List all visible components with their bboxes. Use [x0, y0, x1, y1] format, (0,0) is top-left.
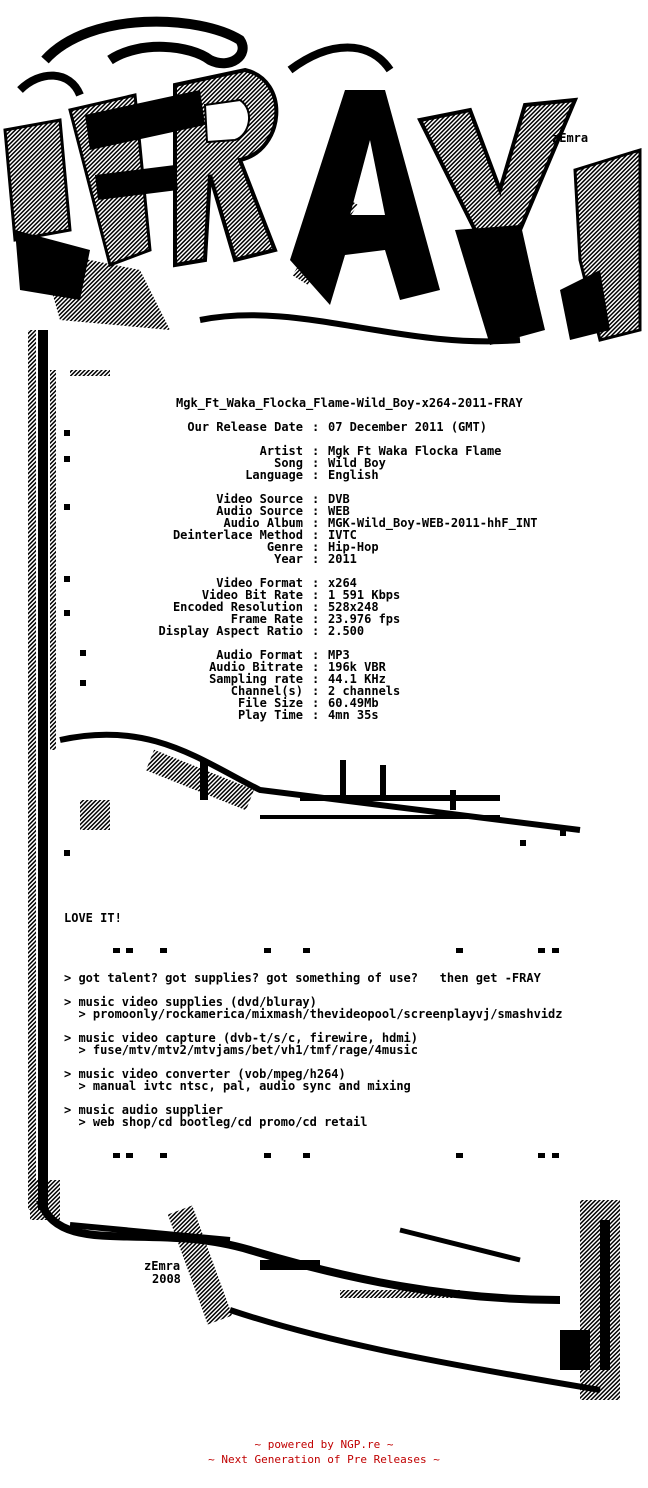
separator: :: [312, 648, 320, 662]
info-value: 528x248: [328, 600, 379, 614]
info-label: File Size: [237, 696, 303, 710]
separator: :: [312, 600, 320, 614]
advert-line: > music audio supplier: [64, 1103, 223, 1117]
info-label: Audio Format: [216, 648, 303, 662]
separator: :: [312, 444, 320, 458]
info-value: 4mn 35s: [328, 708, 379, 722]
info-label: Video Format: [216, 576, 303, 590]
info-value: 2.500: [328, 624, 365, 638]
info-label: Artist: [259, 444, 303, 458]
info-label: Audio Source: [216, 504, 303, 518]
info-label: Audio Bitrate: [209, 660, 303, 674]
info-label: Video Source: [216, 492, 303, 506]
footer-powered-by: ~ powered by NGP.re ~: [254, 1438, 394, 1451]
info-label: Genre: [266, 540, 303, 554]
info-label: Deinterlace Method: [172, 528, 303, 542]
info-label: Audio Album: [223, 516, 303, 530]
fray-logo-art: [5, 22, 640, 345]
separator: :: [312, 612, 320, 626]
logo-credit: zEmra: [552, 131, 589, 145]
separator: :: [312, 516, 320, 530]
info-label: Year: [274, 552, 303, 566]
separator: :: [312, 492, 320, 506]
info-value: WEB: [328, 504, 350, 518]
info-label: Channel(s): [230, 684, 303, 698]
separator: :: [312, 708, 320, 722]
bottom-swirl-art: [30, 1180, 620, 1400]
signature-year: 2008: [152, 1272, 181, 1286]
info-label: Song: [274, 456, 303, 470]
advert-subline: > manual ivtc ntsc, pal, audio sync and mixing: [64, 1079, 411, 1093]
info-label: Play Time: [237, 708, 303, 722]
separator: :: [312, 420, 320, 434]
info-value: 2 channels: [328, 684, 401, 698]
separator: :: [312, 696, 320, 710]
info-label: Language: [245, 468, 303, 482]
info-label: Encoded Resolution: [172, 600, 303, 614]
info-value: IVTC: [328, 528, 357, 542]
dot-row-top: [113, 948, 559, 953]
info-value: 196k VBR: [328, 660, 386, 674]
info-value: English: [328, 468, 379, 482]
separator: :: [312, 540, 320, 554]
separator: :: [312, 684, 320, 698]
info-value: Wild Boy: [328, 456, 386, 470]
release-date-label: Our Release Date: [187, 420, 303, 434]
signature-name: zEmra: [144, 1259, 181, 1273]
love-it-text: LOVE IT!: [64, 911, 122, 925]
info-value: 44.1 KHz: [328, 672, 386, 686]
info-value: 1 591 Kbps: [328, 588, 401, 602]
separator: :: [312, 624, 320, 638]
separator: :: [312, 528, 320, 542]
release-title: Mgk_Ft_Waka_Flocka_Flame-Wild_Boy-x264-2011-FRAY: [176, 396, 523, 410]
separator: :: [312, 468, 320, 482]
info-label: Frame Rate: [230, 612, 303, 626]
separator: :: [312, 672, 320, 686]
info-value: MP3: [328, 648, 350, 662]
info-label: Video Bit Rate: [201, 588, 303, 602]
info-value: x264: [328, 576, 357, 590]
middle-divider-art: [60, 735, 580, 856]
footer-tagline: ~ Next Generation of Pre Releases ~: [208, 1453, 440, 1466]
separator: :: [312, 552, 320, 566]
info-label: Sampling rate: [209, 672, 303, 686]
separator: :: [312, 588, 320, 602]
info-value: 2011: [328, 552, 357, 566]
advert-line: > music video supplies (dvd/bluray): [64, 995, 317, 1009]
info-label: Display Aspect Ratio: [158, 624, 303, 638]
dot-row-bottom: [113, 1153, 559, 1158]
separator: :: [312, 456, 320, 470]
info-value: MGK-Wild_Boy-WEB-2011-hhF_INT: [328, 516, 538, 530]
separator: :: [312, 504, 320, 518]
info-value: 60.49Mb: [328, 696, 379, 710]
advert-line: > music video capture (dvb-t/s/c, firewire, hdmi): [64, 1031, 419, 1045]
advert-line: > got talent? got supplies? got something of use? then get -FRAY: [64, 971, 541, 985]
separator: :: [312, 660, 320, 674]
info-value: Hip-Hop: [328, 540, 379, 554]
advert-line: > music video converter (vob/mpeg/h264): [64, 1067, 346, 1081]
info-value: DVB: [328, 492, 350, 506]
advert-subline: > fuse/mtv/mtv2/mtvjams/bet/vh1/tmf/rage/4music: [64, 1043, 419, 1057]
info-value: 23.976 fps: [328, 612, 401, 626]
info-value: Mgk Ft Waka Flocka Flame: [328, 444, 502, 458]
advert-subline: > web shop/cd bootleg/cd promo/cd retail: [64, 1115, 368, 1129]
advert-subline: > promoonly/rockamerica/mixmash/thevideopool/screenplayvj/smashvidz: [64, 1007, 563, 1021]
release-date-value: 07 December 2011 (GMT): [328, 420, 487, 434]
separator: :: [312, 576, 320, 590]
